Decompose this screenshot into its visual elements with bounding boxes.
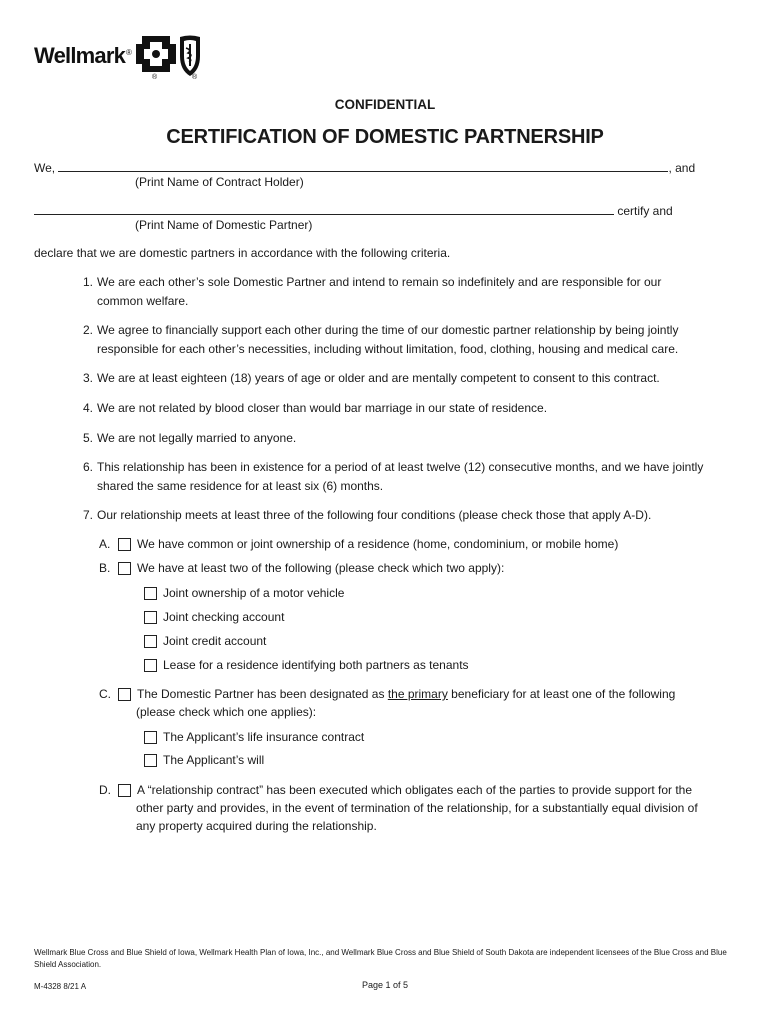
condition-c-line2: (please check which one applies):	[136, 705, 317, 719]
joint-checking-checkbox[interactable]	[144, 611, 157, 624]
condition-d-line2: other party and provides, in the event of termination of the relationship, for a substantially equal division of	[136, 801, 698, 815]
criteria-item-2: 2. We agree to financially support each other during the time of our domestic partner relationship by being jointly responsible for each other’s necessities, including without limitation, food, clothing, housing and medical care.	[83, 323, 679, 356]
svg-text:®: ®	[151, 74, 158, 80]
criteria-item-4: 4. We are not related by blood closer than would bar marriage in our state of residence.	[83, 401, 548, 415]
criteria-item-7: 7. Our relationship meets at least three of the following four conditions (please check those that apply A-D).	[83, 508, 652, 522]
logo-wordmark: Wellmark	[34, 43, 126, 68]
condition-c-option-1: The Applicant’s life insurance contract	[144, 728, 364, 746]
contract-holder-caption: (Print Name of Contract Holder)	[135, 175, 304, 189]
licensee-disclaimer: Wellmark Blue Cross and Blue Shield of Iowa, Wellmark Health Plan of Iowa, Inc., and Wellmark Blue Cross and Blue Shield of South Dakota are independent licensees of the Blue Cross and Blue Shield Association.	[34, 948, 727, 969]
motor-vehicle-checkbox[interactable]	[144, 587, 157, 600]
we-prefix: We,	[34, 161, 56, 175]
domestic-partner-caption: (Print Name of Domestic Partner)	[135, 218, 313, 232]
page-number: Page 1 of 5	[361, 980, 409, 990]
declaration-text: declare that we are domestic partners in accordance with the following criteria.	[34, 246, 451, 260]
will-checkbox[interactable]	[144, 754, 157, 767]
condition-c-checkbox[interactable]	[118, 688, 131, 701]
condition-d-checkbox[interactable]	[118, 784, 131, 797]
condition-d-line3: any property acquired during the relationship.	[136, 819, 377, 833]
document-title: CERTIFICATION OF DOMESTIC PARTNERSHIP	[166, 126, 604, 148]
wellmark-logo	[34, 34, 202, 80]
condition-b-option-2: Joint checking account	[144, 608, 284, 626]
condition-c: C. The Domestic Partner has been designated as the primary beneficiary for at least one of the following	[99, 687, 676, 701]
criteria-item-1: 1. We are each other’s sole Domestic Partner and intend to remain so indefinitely and are responsible for our common welfare.	[83, 275, 662, 308]
blue-cross-blue-shield-icon	[136, 34, 202, 80]
lease-checkbox[interactable]	[144, 659, 157, 672]
contract-holder-line	[34, 160, 695, 175]
form-code: M-4328 8/21 A	[34, 982, 87, 991]
domestic-partner-name-field[interactable]	[34, 203, 614, 215]
condition-b-option-1: Joint ownership of a motor vehicle	[144, 584, 344, 602]
criteria-item-6: 6. This relationship has been in existence for a period of at least twelve (12) consecutive months, and we have jointly shared the same residence for at least six (6) months.	[83, 460, 704, 493]
condition-c-option-2: The Applicant’s will	[144, 751, 264, 769]
condition-d: D. A “relationship contract” has been executed which obligates each of the parties to provide support for the	[99, 783, 692, 797]
certify-suffix: certify and	[617, 204, 673, 218]
condition-b: B. We have at least two of the following (please check which two apply):	[99, 561, 505, 575]
condition-b-checkbox[interactable]	[118, 562, 131, 575]
contract-holder-name-field[interactable]	[58, 160, 668, 172]
joint-credit-checkbox[interactable]	[144, 635, 157, 648]
criteria-item-3: 3. We are at least eighteen (18) years of age or older and are mentally competent to consent to this contract.	[83, 371, 660, 385]
svg-text:®: ®	[191, 74, 198, 80]
condition-a-checkbox[interactable]	[118, 538, 131, 551]
confidential-label: CONFIDENTIAL	[334, 97, 436, 112]
domestic-partner-line	[34, 203, 673, 218]
criteria-item-5: 5. We are not legally married to anyone.	[83, 431, 297, 445]
condition-b-option-3: Joint credit account	[144, 632, 266, 650]
logo-registered-mark: ®	[126, 48, 132, 57]
condition-b-option-4: Lease for a residence identifying both partners as tenants	[144, 656, 469, 674]
and-suffix: , and	[668, 161, 696, 175]
condition-a: A. We have common or joint ownership of a residence (home, condominium, or mobile home)	[99, 537, 619, 551]
life-insurance-checkbox[interactable]	[144, 731, 157, 744]
